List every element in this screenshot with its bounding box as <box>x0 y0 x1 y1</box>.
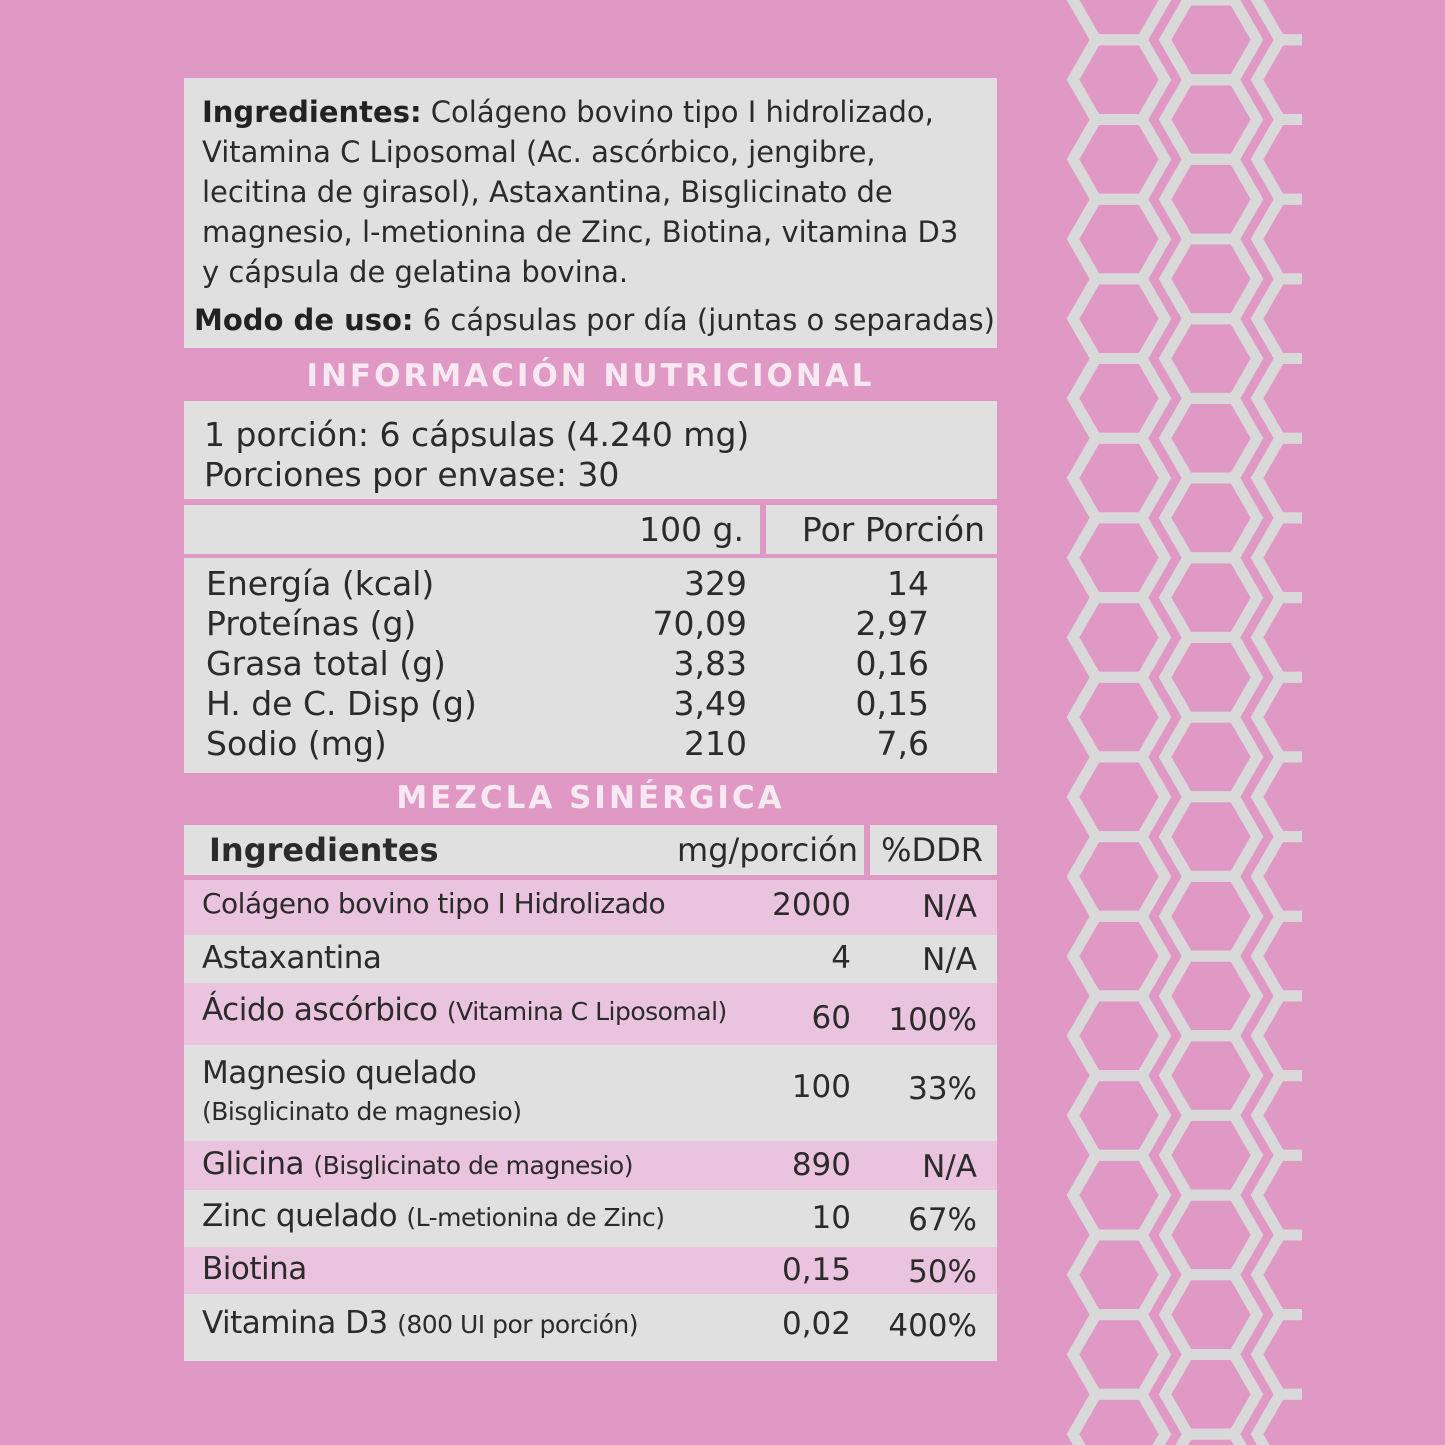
honeycomb-cell <box>1073 438 1165 518</box>
honeycomb-cell <box>1073 598 1165 678</box>
ingredient-mg: 2000 <box>772 887 851 923</box>
honeycomb-cell <box>1165 1275 1257 1355</box>
ingredient-mg: 0,02 <box>781 1306 851 1342</box>
honeycomb-cell <box>1165 876 1257 956</box>
honeycomb-cell <box>1073 0 1165 40</box>
usage-mode-label: Modo de uso: <box>194 303 414 337</box>
ingredient-name <box>202 1198 664 1234</box>
honeycomb-cell <box>1257 518 1302 598</box>
ingredient-mg: 890 <box>791 1147 851 1183</box>
table-row <box>184 880 997 935</box>
ingredient-mg: 0,15 <box>781 1252 851 1288</box>
honeycomb-cell <box>1073 677 1165 757</box>
honeycomb-cell <box>1257 359 1302 439</box>
honeycomb-cell <box>1165 80 1257 160</box>
ingredient-ddr: N/A <box>922 1149 977 1185</box>
nutrient-label: Proteínas (g) <box>206 604 417 643</box>
honeycomb-cell <box>1257 1235 1302 1315</box>
portion-box <box>184 401 997 499</box>
honeycomb-cell <box>1073 1315 1165 1395</box>
honeycomb-cell <box>1257 757 1302 837</box>
honeycomb-cell <box>1073 40 1165 120</box>
honeycomb-cell <box>1165 478 1257 558</box>
ingredient-ddr: N/A <box>922 889 977 925</box>
synergy-blend-title: MEZCLA SINÉRGICA <box>396 780 785 816</box>
honeycomb-cell <box>1165 1434 1257 1445</box>
honeycomb-cell <box>1073 518 1165 598</box>
nutrient-label: Sodio (mg) <box>206 724 387 763</box>
ingredient-mg: 4 <box>831 940 851 976</box>
ingredient-ddr: 100% <box>888 1002 977 1038</box>
honeycomb-cell <box>1165 637 1257 717</box>
column-header-ddr <box>870 825 997 875</box>
servings-per-container: Porciones por envase: 30 <box>204 455 620 494</box>
blend-header <box>184 825 864 875</box>
honeycomb-cell <box>1257 996 1302 1076</box>
honeycomb-cell <box>1257 1155 1302 1235</box>
table-row <box>184 1045 997 1141</box>
table-row <box>184 1141 997 1190</box>
ingredient-main-name: Glicina <box>202 1146 305 1182</box>
honeycomb-cell <box>1257 1076 1302 1156</box>
portion-size: 1 porción: 6 cápsulas (4.240 mg) <box>204 415 750 454</box>
value-per-portion: 2,97 <box>855 604 929 643</box>
ingredient-main-name: Ácido ascórbico <box>202 992 438 1028</box>
ingredient-name: Astaxantina <box>202 940 382 976</box>
column-header-100g-label: 100 g. <box>639 510 744 549</box>
honeycomb-pattern <box>1030 0 1302 1445</box>
honeycomb-cell <box>1257 598 1302 678</box>
ingredients-text <box>202 92 979 292</box>
ingredient-name <box>202 1146 633 1182</box>
ingredient-ddr: 400% <box>888 1308 977 1344</box>
value-per-100g: 329 <box>684 564 747 603</box>
ingredient-name: Biotina <box>202 1251 307 1287</box>
ingredient-mg: 10 <box>811 1200 851 1236</box>
value-per-portion: 0,16 <box>855 644 929 683</box>
honeycomb-cell <box>1257 677 1302 757</box>
nutrition-title: INFORMACIÓN NUTRICIONAL <box>306 358 875 394</box>
table-row <box>184 1190 997 1247</box>
table-row <box>184 724 997 764</box>
honeycomb-cell <box>1073 996 1165 1076</box>
value-per-100g: 210 <box>684 724 747 763</box>
ingredient-detail: (Vitamina C Liposomal) <box>446 997 727 1026</box>
column-header-mg: mg/porción <box>677 831 858 869</box>
honeycomb-cell <box>1165 797 1257 877</box>
honeycomb-cell <box>1073 279 1165 359</box>
ingredient-ddr: 67% <box>908 1202 977 1238</box>
honeycomb-cell <box>1165 319 1257 399</box>
honeycomb-cell <box>1165 717 1257 797</box>
honeycomb-cell <box>1165 159 1257 239</box>
honeycomb-cell <box>1257 1394 1302 1445</box>
ingredients-box <box>184 78 997 348</box>
ingredient-mg: 100 <box>791 1069 851 1105</box>
column-header-ingredients: Ingredientes <box>209 831 439 869</box>
ingredient-name <box>202 1305 638 1341</box>
ingredient-main-name: Vitamina D3 <box>202 1305 388 1341</box>
honeycomb-cell <box>1073 120 1165 200</box>
honeycomb-cell <box>1257 438 1302 518</box>
honeycomb-cell <box>1257 40 1302 120</box>
honeycomb-cell <box>1257 0 1302 40</box>
table-row <box>184 983 997 1045</box>
ingredient-detail: (800 UI por porción) <box>397 1310 638 1339</box>
nutrient-label: H. de C. Disp (g) <box>206 684 477 723</box>
ingredient-name <box>202 992 727 1028</box>
honeycomb-cell <box>1257 1315 1302 1395</box>
ingredient-ddr: N/A <box>922 942 977 978</box>
honeycomb-cell <box>1073 1394 1165 1445</box>
value-per-portion: 14 <box>887 564 929 603</box>
nutrient-label: Grasa total (g) <box>206 644 446 683</box>
honeycomb-cell <box>1073 1155 1165 1235</box>
honeycomb-cell <box>1073 837 1165 917</box>
column-header-ddr-label: %DDR <box>881 831 983 869</box>
honeycomb-cell <box>1165 956 1257 1036</box>
honeycomb-cell <box>1257 120 1302 200</box>
honeycomb-cell <box>1165 239 1257 319</box>
honeycomb-cell <box>1165 1036 1257 1116</box>
value-per-100g: 70,09 <box>652 604 747 643</box>
honeycomb-cell <box>1165 398 1257 478</box>
value-per-portion: 0,15 <box>855 684 929 723</box>
table-row <box>184 604 997 644</box>
ingredients-list: Colágeno bovino tipo I hidrolizado, Vitamina C Liposomal (Ac. ascórbico, jengibre, lecitina de girasol), Astaxantina, Bisglicinato de magnesio, l-metionina de Zinc, Biotina, vitamina D3 y cápsula de gelatina bovina. <box>202 95 959 289</box>
honeycomb-cell <box>1073 757 1165 837</box>
ingredient-detail: (Bisglicinato de magnesio) <box>313 1151 633 1180</box>
ingredient-detail: (L-metionina de Zinc) <box>406 1203 665 1232</box>
column-header-100g <box>184 505 760 554</box>
nutrient-label: Energía (kcal) <box>206 564 435 603</box>
ingredient-name: Colágeno bovino tipo I Hidrolizado <box>202 887 666 920</box>
honeycomb-cell <box>1165 0 1257 80</box>
ingredient-name: Magnesio quelado <box>202 1055 477 1091</box>
honeycomb-cell <box>1073 1076 1165 1156</box>
honeycomb-cell <box>1073 916 1165 996</box>
column-header-per-portion-label: Por Porción <box>801 510 985 549</box>
honeycomb-cell <box>1165 1115 1257 1195</box>
nutrition-table <box>184 558 997 773</box>
ingredients-label: Ingredientes: <box>202 95 422 129</box>
honeycomb-cell <box>1257 837 1302 917</box>
honeycomb-cell <box>1165 1195 1257 1275</box>
table-row <box>184 644 997 684</box>
honeycomb-cell <box>1073 1235 1165 1315</box>
honeycomb-cell <box>1073 359 1165 439</box>
column-header-per-portion <box>766 505 997 554</box>
table-row <box>184 1247 997 1294</box>
value-per-100g: 3,49 <box>673 684 747 723</box>
ingredient-main-name: Zinc quelado <box>202 1198 398 1234</box>
value-per-100g: 3,83 <box>673 644 747 683</box>
ingredient-mg: 60 <box>811 1000 851 1036</box>
honeycomb-cell <box>1165 558 1257 638</box>
value-per-portion: 7,6 <box>876 724 929 763</box>
ingredient-ddr: 50% <box>908 1254 977 1290</box>
honeycomb-cell <box>1257 916 1302 996</box>
table-row <box>184 935 997 983</box>
honeycomb-cell <box>1165 1355 1257 1435</box>
usage-mode <box>194 300 995 340</box>
ingredient-detail: (Bisglicinato de magnesio) <box>202 1097 522 1126</box>
honeycomb-cell <box>1257 199 1302 279</box>
honeycomb-cell <box>1073 199 1165 279</box>
table-row <box>184 564 997 604</box>
ingredient-ddr: 33% <box>908 1071 977 1107</box>
honeycomb-cell <box>1257 279 1302 359</box>
table-row <box>184 1294 997 1361</box>
table-row <box>184 684 997 724</box>
usage-mode-text: 6 cápsulas por día (juntas o separadas) <box>413 303 995 337</box>
